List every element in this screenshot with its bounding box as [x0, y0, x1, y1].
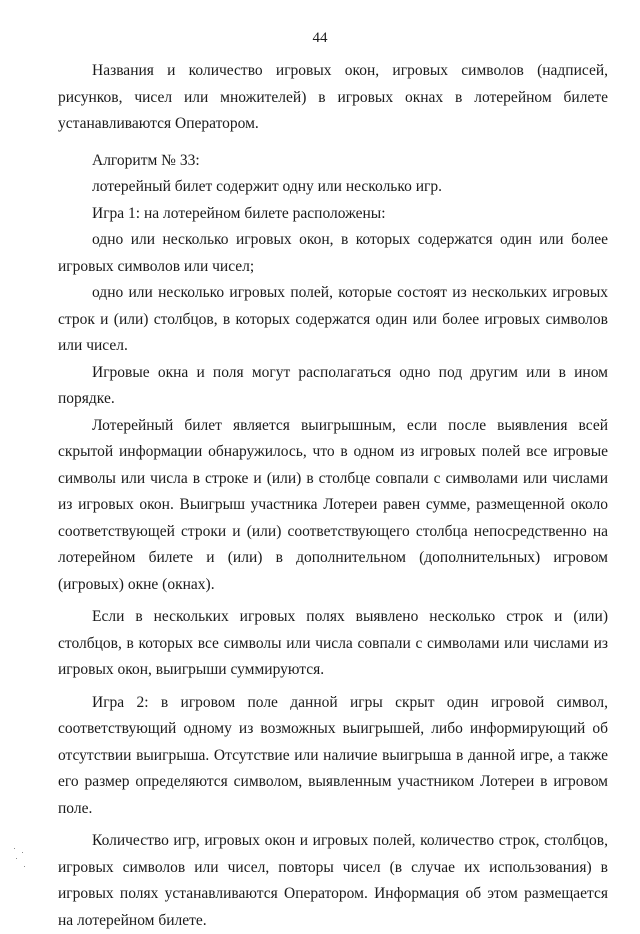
paragraph-operator-names: Названия и количество игровых окон, игровых символов (надписей, рисунков, чисел или множителей) в игровых окнах в лотерейном билете устанавливаются Оператором.	[58, 62, 608, 132]
paragraph-layout-order: Игровые окна и поля могут располагаться одно под другим или в ином порядке.	[58, 363, 608, 407]
paragraph-game-fields: одно или несколько игровых полей, которые состоят из нескольких игровых строк и (или) столбцов, в которых содержатся один или более игровых символов или чисел.	[58, 284, 608, 354]
page-number: 44	[312, 30, 328, 46]
paragraph-game-1-heading: Игра 1: на лотерейном билете расположены:	[92, 204, 386, 222]
paragraph-multiple-fields: Если в нескольких игровых полях выявлено несколько строк и (или) столбцов, в которых все символы или числа совпали с символами или числами из игровых окон, выигрыши суммируются.	[58, 608, 608, 678]
scan-speck	[22, 852, 23, 853]
paragraph-algorithm-heading: Алгоритм № 33:	[92, 151, 200, 169]
scan-speck	[14, 848, 15, 849]
scan-speck	[24, 866, 25, 867]
paragraph-operator-settings: Количество игр, игровых окон и игровых полей, количество строк, столбцов, игровых символов или чисел, повторы чисел (в случае их использования) в игровых полях устанавливаются Оператором. Информация об этом размещается на лотерейном билете.	[58, 832, 608, 929]
page-body	[58, 58, 608, 934]
paragraph-winning-ticket: Лотерейный билет является выигрышным, если после выявления всей скрытой информации обнаружилось, что в одном из игровых полей все игровые символы или числа в строке и (или) в столбце совпали с символами или числами из игровых окон. Выигрыш участника Лотереи равен сумме, размещенной около соответствующей строки и (или) соответствующего столбца непосредственно на лотерейном билете и (или) в дополнительном (дополнительных) игровом (игровых) окне (окнах).	[58, 416, 608, 593]
scan-speck	[16, 858, 17, 859]
paragraph-ticket-games: лотерейный билет содержит одну или несколько игр.	[92, 178, 443, 195]
paragraph-game-windows: одно или несколько игровых окон, в которых содержатся один или более игровых символов или чисел;	[58, 231, 608, 275]
paragraph-game-2: Игра 2: в игровом поле данной игры скрыт один игровой символ, соответствующий одному из возможных выигрышей, либо информирующий об отсутствии выигрыша. Отсутствие или наличие выигрыша в данной игре, а также его размер определяются символом, выявленным участником Лотереи в игровом поле.	[58, 693, 608, 817]
